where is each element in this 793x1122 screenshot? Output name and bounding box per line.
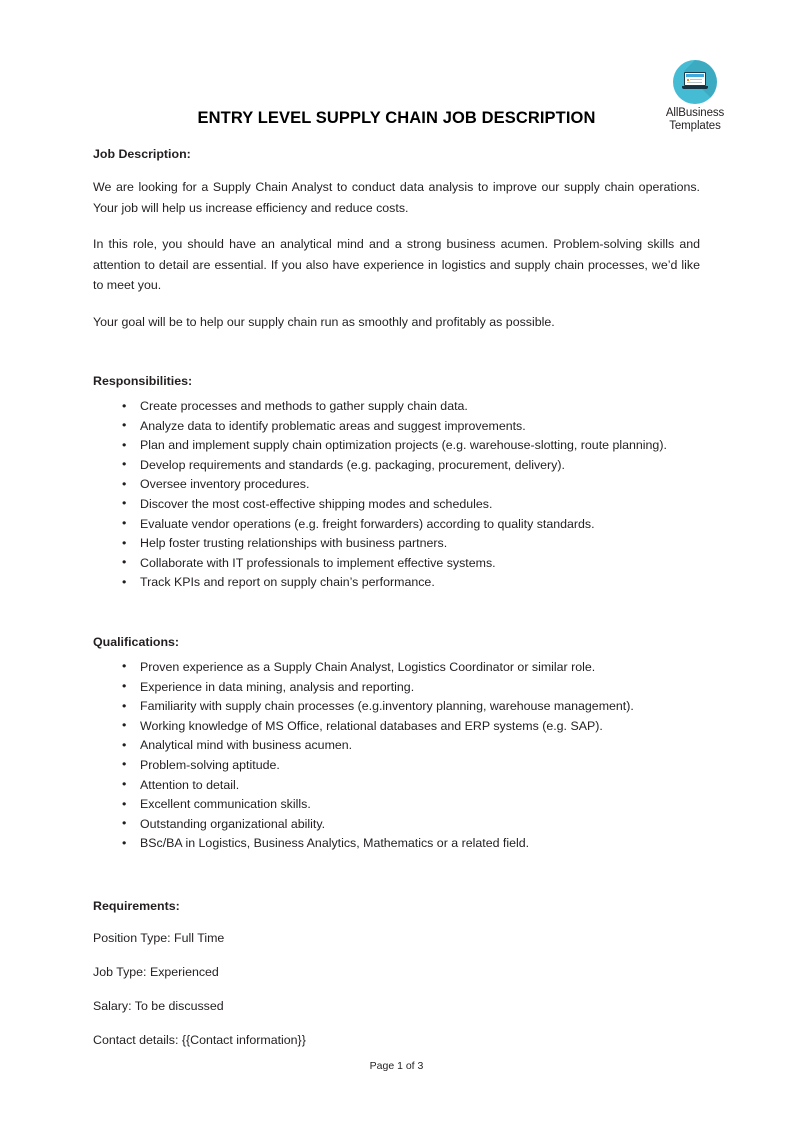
page-footer: Page 1 of 3	[369, 1060, 424, 1072]
job-description-paragraph: Your goal will be to help our supply chain run as smoothly and profitably as possible.	[93, 314, 555, 329]
list-item: • Help foster trusting relationships with business partners.	[93, 534, 700, 554]
list-item: • Track KPIs and report on supply chain’s performance.	[93, 573, 700, 593]
job-description-paragraph: In this role, you should have an analytical mind and a strong business acumen. Problem-solving skills and attention to detail are essential. If you also have experience in logistics and supply chain processes, we’d like to meet you.	[93, 237, 700, 292]
list-item: • Evaluate vendor operations (e.g. freight forwarders) according to quality standards.	[93, 515, 700, 535]
list-item: • Attention to detail.	[93, 776, 700, 796]
list-item: • Develop requirements and standards (e.g. packaging, procurement, delivery).	[93, 456, 700, 476]
list-item: • Experience in data mining, analysis and reporting.	[93, 678, 700, 698]
list-item: • BSc/BA in Logistics, Business Analytics, Mathematics or a related field.	[93, 834, 700, 854]
qualifications-heading: Qualifications:	[93, 634, 180, 649]
list-item: • Discover the most cost-effective shipping modes and schedules.	[93, 495, 700, 515]
list-item: • Excellent communication skills.	[93, 795, 700, 815]
list-item: • Proven experience as a Supply Chain Analyst, Logistics Coordinator or similar role.	[93, 658, 700, 678]
brand-name-line-2: Templates	[669, 120, 721, 132]
job-description-heading: Job Description:	[93, 147, 191, 161]
list-item: • Analyze data to identify problematic areas and suggest improvements.	[93, 417, 700, 437]
list-item: • Outstanding organizational ability.	[93, 815, 700, 835]
list-item: • Familiarity with supply chain processes (e.g.inventory planning, warehouse management).	[93, 697, 700, 717]
job-description-paragraph: We are looking for a Supply Chain Analyst to conduct data analysis to improve our supply chain operations. Your job will help us increase efficiency and reduce costs.	[93, 180, 700, 215]
responsibilities-list	[93, 397, 700, 593]
list-item: • Create processes and methods to gather supply chain data.	[93, 397, 700, 417]
document-body	[93, 0, 700, 1050]
list-item: • Problem-solving aptitude.	[93, 756, 700, 776]
list-item: • Working knowledge of MS Office, relational databases and ERP systems (e.g. SAP).	[93, 717, 700, 737]
list-item: • Analytical mind with business acumen.	[93, 736, 700, 756]
list-item: • Plan and implement supply chain optimization projects (e.g. warehouse-slotting, route planning).	[93, 436, 700, 456]
requirements-heading: Requirements:	[93, 898, 180, 913]
page-title: ENTRY LEVEL SUPPLY CHAIN JOB DESCRIPTION	[197, 109, 596, 127]
requirement-job-type: Job Type: Experienced	[93, 964, 219, 979]
qualifications-list	[93, 658, 700, 854]
requirement-position-type: Position Type: Full Time	[93, 930, 225, 945]
list-item: • Oversee inventory procedures.	[93, 475, 700, 495]
list-item: • Collaborate with IT professionals to implement effective systems.	[93, 554, 700, 574]
requirement-salary: Salary: To be discussed	[93, 998, 224, 1013]
responsibilities-heading: Responsibilities:	[93, 374, 193, 388]
brand-name-line-1: AllBusiness	[665, 107, 725, 119]
requirement-contact-details: Contact details: {{Contact information}}	[93, 1032, 306, 1047]
